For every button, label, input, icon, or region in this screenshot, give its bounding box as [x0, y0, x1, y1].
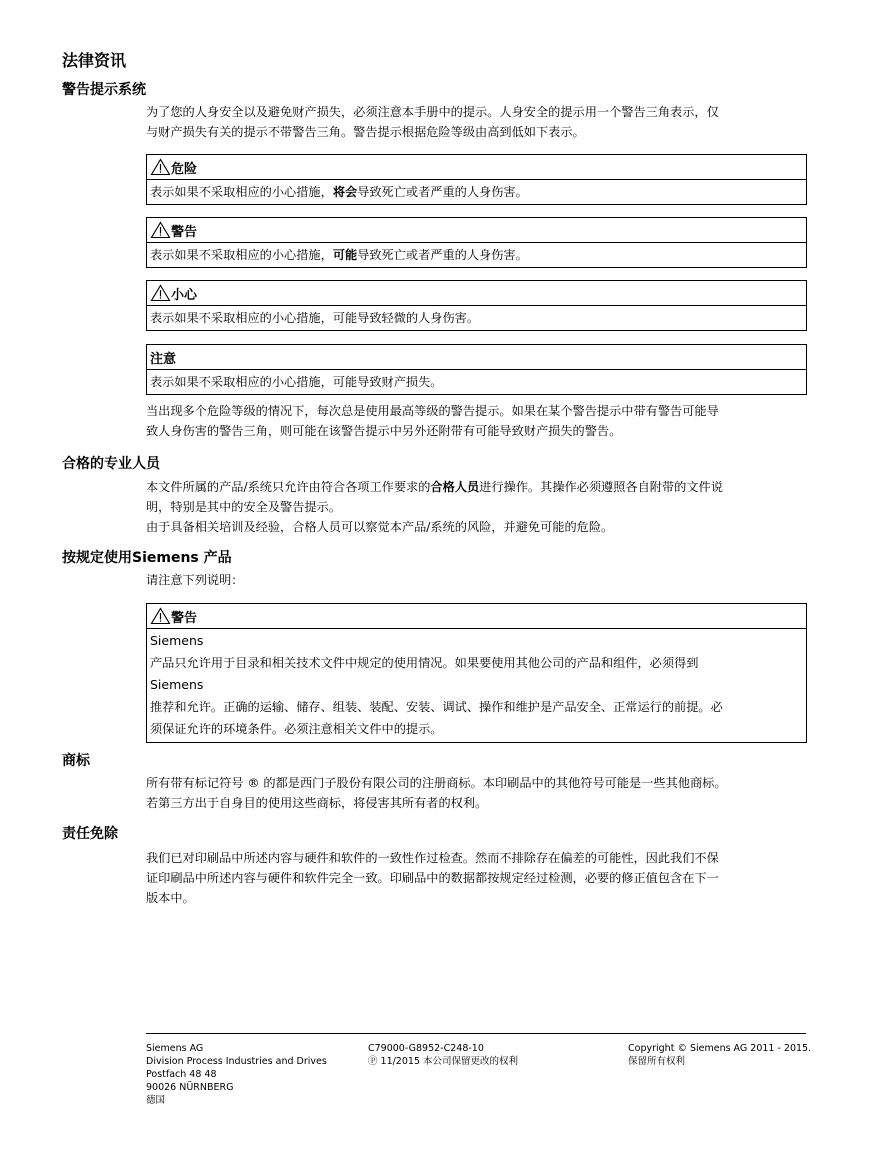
- warning-triangle-icon: [150, 284, 171, 302]
- footer-company: Siemens AG: [146, 1043, 204, 1054]
- footer-document-id: [368, 1042, 518, 1068]
- danger-text-emphasis: 将会: [332, 185, 358, 199]
- footer-division: Division Process Industries and Drives: [146, 1056, 327, 1067]
- danger-text: [147, 180, 806, 204]
- caution-title: 小心: [171, 287, 198, 303]
- footer-copyright: [628, 1042, 811, 1068]
- intro-line: 与财产损失有关的提示不带警告三角。警告提示根据危险等级由高到低如下表示。: [146, 125, 585, 139]
- proper-use-intro: 请注意下列说明：: [146, 573, 244, 587]
- danger-text-c: 导致死亡或者严重的人身伤害。: [357, 185, 528, 199]
- proper-use-warning-box: [146, 603, 807, 743]
- warning-text: [147, 243, 806, 267]
- warning-box-header: [147, 218, 806, 243]
- danger-title: 危险: [171, 161, 198, 177]
- caution-text: 表示如果不采取相应的小心措施，可能导致轻微的人身伤害。: [150, 311, 480, 325]
- disclaimer-text: [146, 848, 806, 908]
- qualified-personnel-text: [146, 477, 806, 537]
- trademarks-text: [146, 773, 806, 813]
- warning-triangle-icon: [150, 158, 171, 176]
- proper-use-line1: Siemens: [150, 633, 204, 648]
- disclaimer-line3: 版本中。: [146, 891, 195, 905]
- notice-text: 表示如果不采取相应的小心措施，可能导致财产损失。: [150, 375, 443, 389]
- qualified-line2: 明，特别是其中的安全及警告提示。: [146, 500, 341, 514]
- warning-system-intro: [146, 102, 806, 142]
- heading-trademarks: 商标: [62, 753, 90, 769]
- qualified-line1a: 本文件所属的产品/系统只允许由符合各项工作要求的: [146, 480, 431, 494]
- proper-use-warning-text: [147, 629, 806, 742]
- proper-use-line2: 产品只允许用于目录和相关技术文件中规定的使用情况。如果要使用其他公司的产品和组件，必须得到: [150, 656, 699, 670]
- footer-postbox: Postfach 48 48: [146, 1069, 217, 1080]
- qualified-line1c: 进行操作。其操作必须遵照各自附带的文件说: [479, 480, 723, 494]
- danger-box: [146, 154, 807, 205]
- warning-system-outro: [146, 401, 806, 441]
- caution-box-header: [147, 281, 806, 306]
- danger-text-a: 表示如果不采取相应的小心措施，: [150, 185, 333, 199]
- outro-line: 当出现多个危险等级的情况下，每次总是使用最高等级的警告提示。如果在某个警告提示中带有警告可能导: [146, 404, 719, 418]
- warning-box: [146, 217, 807, 268]
- footer-city: 90026 NÜRNBERG: [146, 1082, 234, 1093]
- proper-use-line5: 须保证允许的环境条件。必须注意相关文件中的提示。: [150, 722, 443, 736]
- trademarks-line1: 所有带有标记符号 ® 的都是西门子股份有限公司的注册商标。本印刷品中的其他符号可能是一些其他商标。: [146, 776, 727, 790]
- heading-warning-system: 警告提示系统: [62, 82, 146, 98]
- heading-disclaimer: 责任免除: [62, 826, 118, 842]
- caution-box: [146, 280, 807, 331]
- proper-use-warning-header: [147, 604, 806, 629]
- qualified-emphasis: 合格人员: [430, 480, 480, 494]
- notice-box: [146, 344, 807, 395]
- proper-use-warning-title: 警告: [171, 610, 198, 626]
- notice-title: 注意: [150, 351, 177, 367]
- footer-country: 德国: [146, 1095, 166, 1106]
- heading-proper-use: 按规定使用Siemens 产品: [62, 550, 232, 566]
- warning-triangle-icon: [150, 607, 171, 625]
- qualified-line3: 由于具备相关培训及经验，合格人员可以察觉本产品/系统的风险，并避免可能的危险。: [146, 520, 614, 534]
- proper-use-line3: Siemens: [150, 677, 204, 692]
- footer-copyright-line: Copyright © Siemens AG 2011 - 2015.: [628, 1043, 812, 1054]
- warning-text-c: 导致死亡或者严重的人身伤害。: [357, 248, 528, 262]
- footer-edition: Ⓟ 11/2015 本公司保留更改的权利: [368, 1056, 519, 1067]
- heading-qualified-personnel: 合格的专业人员: [62, 456, 160, 472]
- proper-use-line4: 推荐和允许。正确的运输、储存、组装、装配、安装、调试、操作和维护是产品安全、正常运行的前提。必: [150, 700, 723, 714]
- trademarks-line2: 若第三方出于自身目的使用这些商标，将侵害其所有者的权利。: [146, 796, 488, 810]
- warning-text-emphasis: 可能: [332, 248, 358, 262]
- footer-address: [146, 1042, 327, 1107]
- footer-divider: [146, 1033, 806, 1034]
- page-title: 法律资讯: [62, 51, 127, 70]
- intro-line: 为了您的人身安全以及避免财产损失，必须注意本手册中的提示。人身安全的提示用一个警告三角表示，仅: [146, 105, 719, 119]
- disclaimer-line2: 证印刷品中所述内容与硬件和软件完全一致。印刷品中的数据都按规定经过检测，必要的修正值包含在下一: [146, 871, 719, 885]
- footer-order-number: C79000-G8952-C248-10: [368, 1043, 484, 1054]
- warning-triangle-icon: [150, 221, 171, 239]
- danger-box-header: [147, 155, 806, 180]
- footer-rights-reserved: 保留所有权利: [628, 1056, 686, 1067]
- warning-title: 警告: [171, 224, 198, 240]
- outro-line: 致人身伤害的警告三角，则可能在该警告提示中另外还附带有可能导致财产损失的警告。: [146, 424, 622, 438]
- disclaimer-line1: 我们已对印刷品中所述内容与硬件和软件的一致性作过检查。然而不排除存在偏差的可能性，因此我们不保: [146, 851, 719, 865]
- notice-box-header: [147, 345, 806, 370]
- warning-text-a: 表示如果不采取相应的小心措施，: [150, 248, 333, 262]
